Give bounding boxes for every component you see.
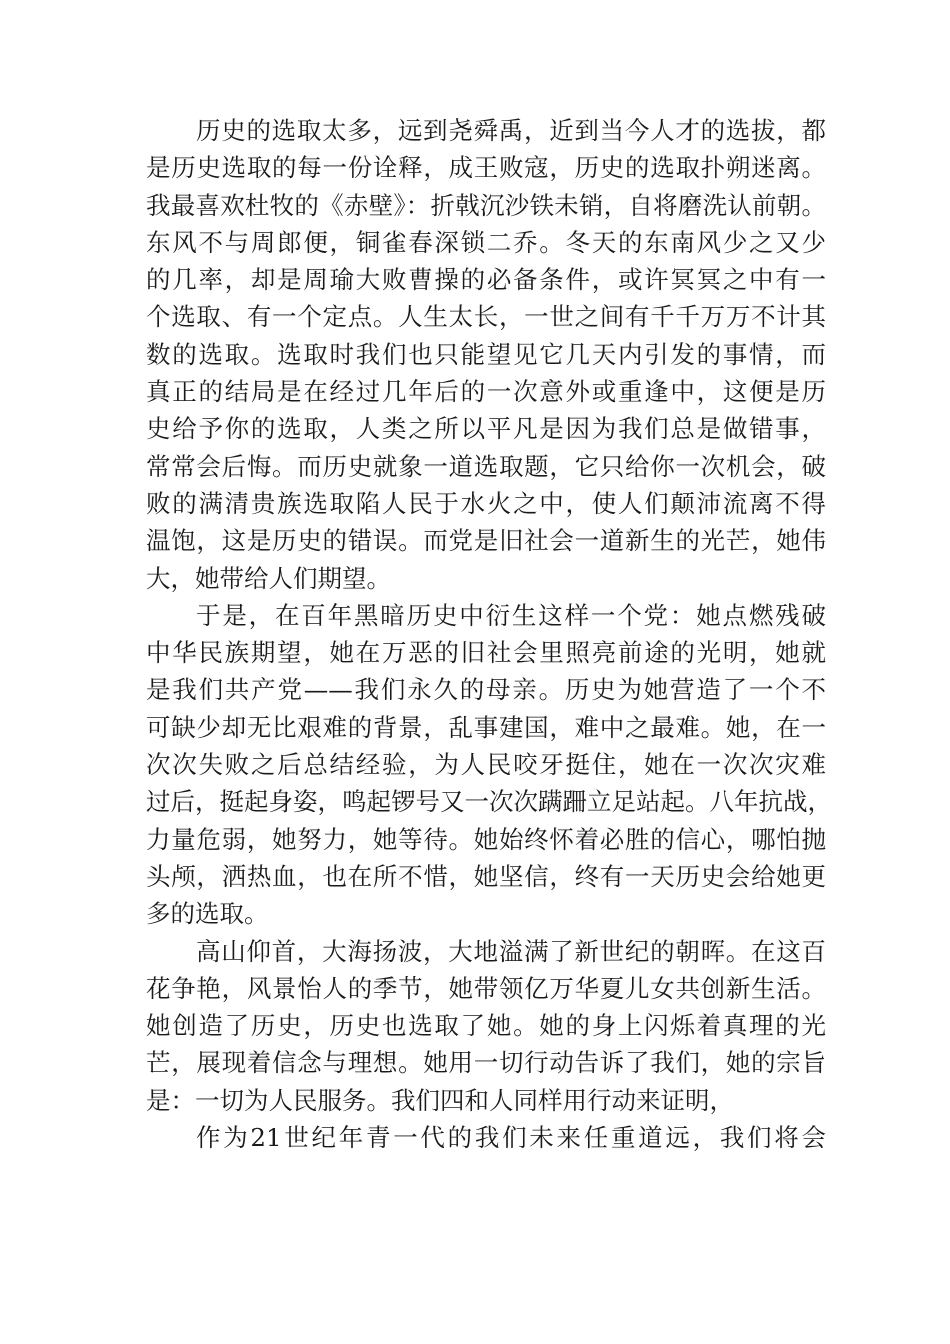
text-line: 可缺少却无比艰难的背景，乱事建国，难中之最难。她，在一 [146, 712, 826, 742]
text-line: 于是，在百年黑暗历史中衍生这样一个党：她点燃残破 [196, 600, 826, 630]
text-line: 历史的选取太多，远到尧舜禹，近到当今人才的选拔，都 [196, 116, 826, 145]
text-line: 是历史选取的每一份诠释，成王败寇，历史的选取扑朔迷离。 [146, 153, 826, 183]
text-line: 的几率，却是周瑜大败曹操的必备条件，或许冥冥之中有一 [146, 265, 826, 295]
text-line: 头颅，洒热血，也在所不惜，她坚信，终有一天历史会给她更 [146, 861, 826, 891]
text-line: 多的选取。 [146, 899, 269, 929]
text-line: 过后，挺起身姿，鸣起锣号又一次次蹒跚立足站起。八年抗战， [146, 787, 832, 817]
text-line: 我最喜欢杜牧的《赤壁》：折戟沉沙铁未销，自将磨洗认前朝。 [146, 190, 826, 220]
text-line: 数的选取。选取时我们也只能望见它几天内引发的事情，而 [146, 339, 826, 369]
text-line: 是我们共产党——我们永久的母亲。历史为她营造了一个不 [146, 675, 826, 705]
text-line: 高山仰首，大海扬波，大地溢满了新世纪的朝晖。在这百 [196, 936, 826, 966]
text-line: 败的满清贵族选取陷人民于水火之中，使人们颠沛流离不得 [146, 488, 826, 518]
text-line: 常常会后悔。而历史就象一道选取题，它只给你一次机会，破 [146, 451, 826, 481]
text-line: 个选取、有一个定点。人生太长，一世之间有千千万万不计其 [146, 302, 826, 332]
text-line: 花争艳，风景怡人的季节，她带领亿万华夏儿女共创新生活。 [146, 973, 826, 1003]
text-line: 东风不与周郎便，铜雀春深锁二乔。冬天的东南风少之又少 [146, 227, 826, 257]
text-line: 中华民族期望，她在万恶的旧社会里照亮前途的光明，她就 [146, 638, 826, 668]
text-line: 是：一切为人民服务。我们四和人同样用行动来证明， [146, 1085, 734, 1115]
text-line: 温饱，这是历史的错误。而党是旧社会一道新生的光芒，她伟 [146, 526, 826, 556]
text-line: 史给予你的选取，人类之所以平凡是因为我们总是做错事， [146, 414, 826, 444]
text-line: 次次失败之后总结经验，为人民咬牙挺住，她在一次次灾难 [146, 750, 826, 780]
text-line: 她创造了历史，历史也选取了她。她的身上闪烁着真理的光 [146, 1011, 826, 1041]
text-line: 作为21世纪年青一代的我们未来任重道远，我们将会 [196, 1123, 826, 1153]
text-line: 真正的结局是在经过几年后的一次意外或重逢中，这便是历 [146, 377, 826, 407]
text-line: 大，她带给人们期望。 [146, 563, 391, 593]
text-line: 力量危弱，她努力，她等待。她始终怀着必胜的信心，哪怕抛 [146, 824, 826, 854]
text-line: 芒，展现着信念与理想。她用一切行动告诉了我们，她的宗旨 [146, 1048, 826, 1078]
document-body [146, 112, 832, 1156]
